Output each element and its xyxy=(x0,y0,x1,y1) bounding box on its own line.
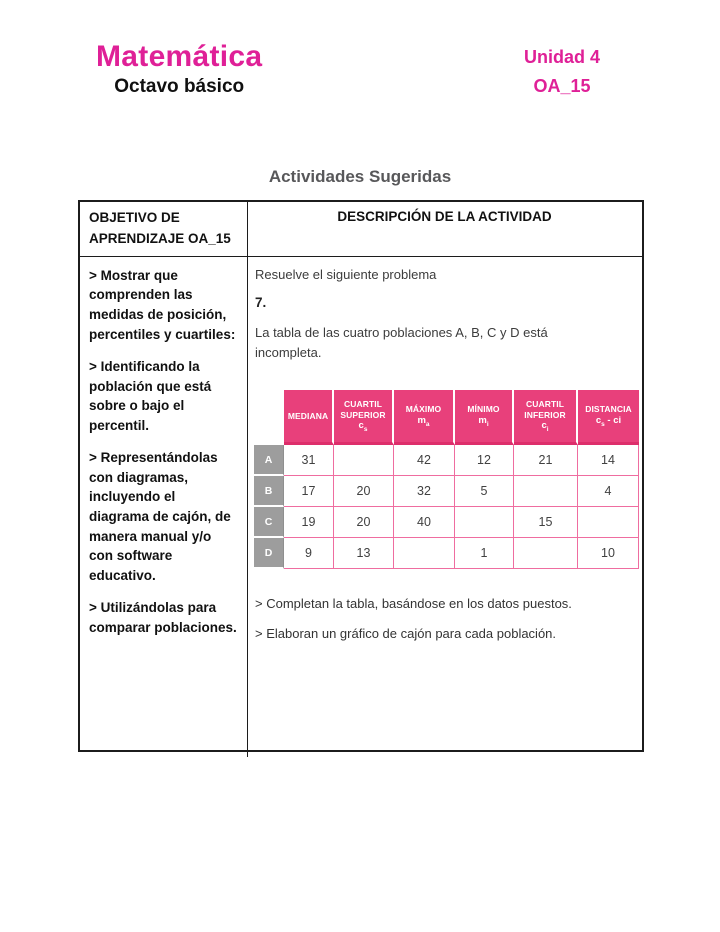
column-header-distancia: DISTANCIA $c_s$ - ci xyxy=(578,390,639,445)
activity-bullet: > Completan la tabla, basándose en los datos puestos. xyxy=(255,596,572,612)
column-header-minimo: MÍNIMO $m_i$ xyxy=(455,390,514,445)
data-cell: 4 xyxy=(578,476,639,507)
table-corner-spacer xyxy=(254,390,284,445)
data-cell: 15 xyxy=(514,507,578,538)
data-cell: 13 xyxy=(334,538,394,569)
activity-table-header-row xyxy=(80,202,642,257)
population-data-table xyxy=(254,390,639,569)
data-cell: 14 xyxy=(578,445,639,476)
row-label-b: B xyxy=(254,476,284,507)
data-cell: 42 xyxy=(394,445,455,476)
document-header-left xyxy=(96,40,262,98)
unit-label: Unidad 4 xyxy=(523,47,600,67)
data-cell: 19 xyxy=(284,507,334,538)
data-cell: 20 xyxy=(334,476,394,507)
data-cell xyxy=(394,538,455,569)
objective-item: > Utilizándolas para comparar poblaciones. xyxy=(89,600,237,635)
row-label-d: D xyxy=(254,538,284,569)
activity-table xyxy=(78,200,644,752)
document-header-right xyxy=(524,47,600,97)
objective-cell xyxy=(80,257,248,757)
data-cell xyxy=(578,507,639,538)
data-cell xyxy=(514,538,578,569)
activity-cell xyxy=(248,257,645,757)
data-cell xyxy=(334,445,394,476)
data-cell: 32 xyxy=(394,476,455,507)
column-header-mediana: MEDIANA xyxy=(284,390,334,445)
data-cell: 5 xyxy=(455,476,514,507)
data-cell xyxy=(455,507,514,538)
subject-title: Matemática xyxy=(96,40,263,73)
data-cell: 12 xyxy=(455,445,514,476)
grade-subtitle: Octavo básico xyxy=(114,76,245,97)
oa-code: OA_15 xyxy=(533,76,591,96)
description-column-header: DESCRIPCIÓN DE LA ACTIVIDAD xyxy=(337,209,552,224)
data-cell: 40 xyxy=(394,507,455,538)
activity-bullet: > Elaboran un gráfico de cajón para cada población. xyxy=(255,626,557,642)
activity-intro: Resuelve el siguiente problema xyxy=(255,266,437,282)
activity-number: 7. xyxy=(255,294,267,310)
column-header-cuartil-superior: CUARTIL SUPERIOR $c_s$ xyxy=(334,390,394,445)
data-cell: 9 xyxy=(284,538,334,569)
data-cell: 20 xyxy=(334,507,394,538)
row-label-c: C xyxy=(254,507,284,538)
section-title: Actividades Sugeridas xyxy=(268,167,452,186)
data-cell: 21 xyxy=(514,445,578,476)
data-cell: 10 xyxy=(578,538,639,569)
objective-item: > Identificando la población que está sobre o bajo el percentil. xyxy=(89,359,212,433)
data-cell: 31 xyxy=(284,445,334,476)
row-label-a: A xyxy=(254,445,284,476)
column-header-cuartil-inferior: CUARTIL INFERIOR $c_i$ xyxy=(514,390,578,445)
objective-item: > Representándolas con diagramas, incluyendo el diagrama de cajón, de manera manual y/o con software educativo. xyxy=(89,450,231,583)
activity-description: La tabla de las cuatro poblaciones A, B, C y D está incompleta. xyxy=(255,324,548,360)
objective-item: > Mostrar que comprenden las medidas de posición, percentiles y cuartiles: xyxy=(89,267,236,342)
column-header-maximo: MÁXIMO $m_a$ xyxy=(394,390,455,445)
data-cell: 1 xyxy=(455,538,514,569)
data-cell xyxy=(514,476,578,507)
activity-table-body-row xyxy=(80,257,642,757)
data-cell: 17 xyxy=(284,476,334,507)
objective-column-header: OBJETIVO DE APRENDIZAJE OA_15 xyxy=(80,202,248,256)
